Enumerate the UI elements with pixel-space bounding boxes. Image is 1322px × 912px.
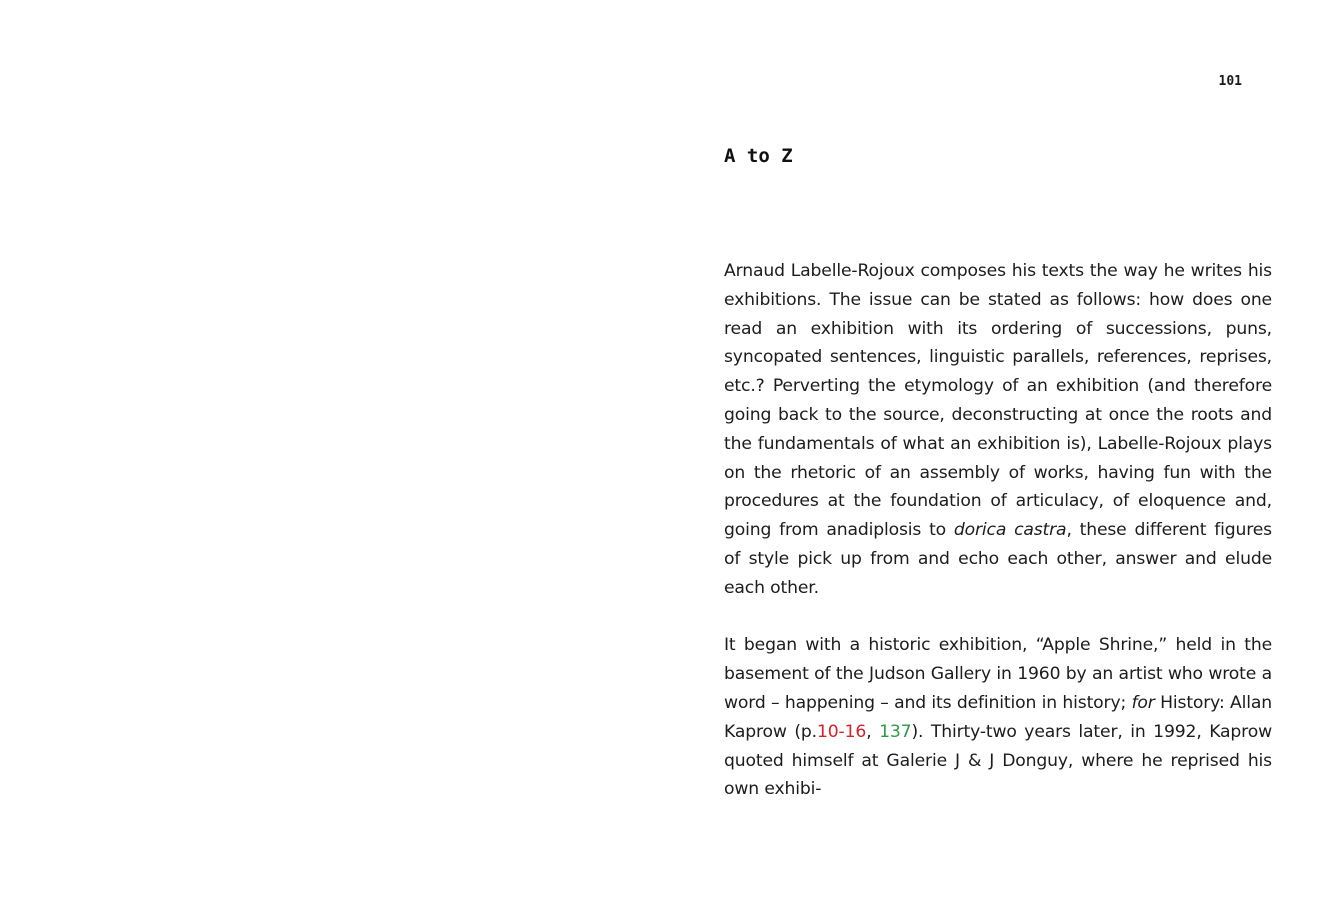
- section-title: A to Z: [724, 145, 793, 167]
- paragraph-intro-text-a: Arnaud Labelle-Rojoux composes his texts the way he writes his exhibitions. The issue can be stated as follows: how does one read an exhibition with its ordering of successions, puns, syncopated sentences, linguistic parallels, references, reprises, etc.? Perverting the etymology of an exhibition (and therefore going back to the source, deconstructing at once the roots and the fundamentals of what an exhibition is), Labelle-Rojoux plays on the rhetoric of an assembly of works, having fun with the procedures at the foundation of articulacy, of eloquence and, going from anadiplosis to: [724, 261, 1272, 541]
- italic-word-for: for: [1131, 692, 1155, 713]
- paragraph-kaprow-text-a: It began with a historic exhibition, “Apple Shrine,” held in the basement of the Judson Gallery in 1960 by an artist who wrote a word – happening – and its definition in history;: [724, 635, 1272, 713]
- page-reference-separator: ,: [866, 721, 880, 742]
- page-reference-red[interactable]: 10-16: [816, 721, 867, 742]
- paragraph-kaprow: [724, 631, 1272, 804]
- italic-term-dorica-castra: dorica castra: [953, 520, 1067, 541]
- paragraph-kaprow-text-b: History: Allan Kaprow (p.: [724, 692, 1272, 742]
- body-text-column: [724, 257, 1272, 804]
- paragraph-intro-text-b: , these different figures of style pick up from and echo each other, answer and elude each other.: [724, 520, 1272, 598]
- paragraph-kaprow-text-c: ). Thirty-two years later, in 1992, Kaprow quoted himself at Galerie J & J Donguy, where he reprised his own exhibi-: [724, 721, 1272, 800]
- page-reference-green[interactable]: 137: [879, 721, 912, 742]
- paragraph-intro: [724, 257, 1272, 603]
- page-number: 101: [1218, 74, 1242, 89]
